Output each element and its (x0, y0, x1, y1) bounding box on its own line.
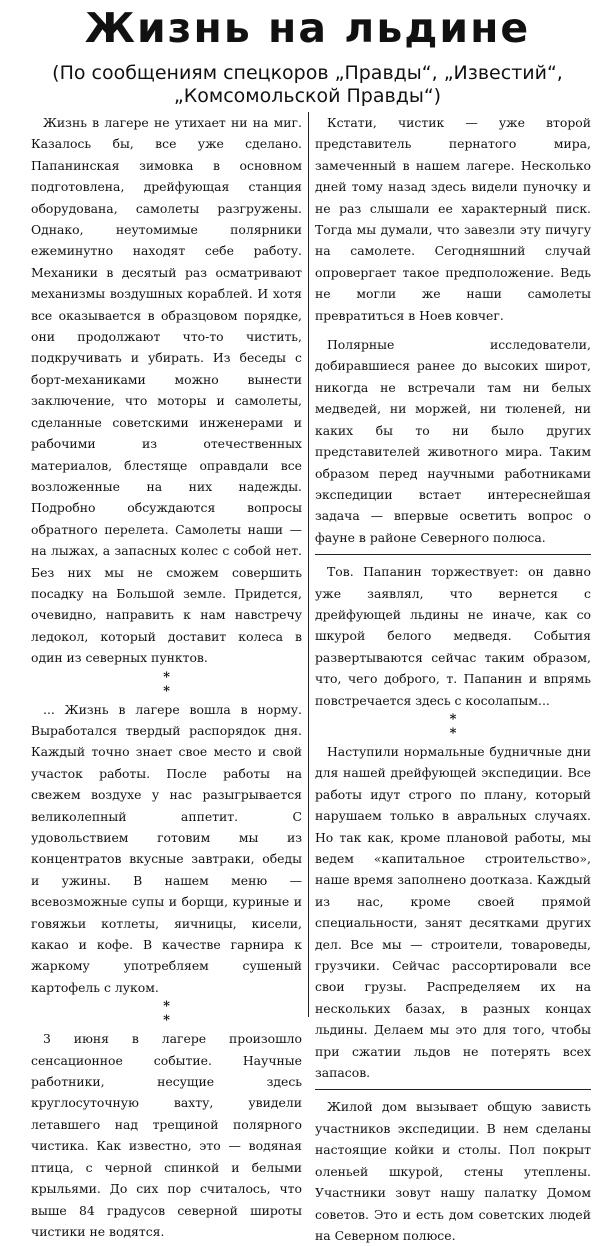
left-paragraph-2: ... Жизнь в лагере вошла в норму. Выработался твердый распорядок дня. Каждый точно знает свое место и свой участок работы. После работы на свежем воздухе у нас разыгрывается великолепный аппетит. С удовольствием готовим мы из концентратов вкусные завтраки, обеды и ужины. В нашем меню — всевозможные супы и борщи, куриные и говяжьи котлеты, яичницы, кисели, какао и кофе. В качестве гарнира к жаркому употребляем сушеный картофель с луком. (31, 701, 302, 995)
headline: Жизнь на льдине (84, 4, 531, 52)
left-paragraph-3: 3 июня в лагере произошло сенсационное событие. Научные работники, несущие здесь круглосуточную вахту, увидели летавшего над трещиной полярного чистика. Как известно, это — водяная птица, с черной спинкой и белыми крыльями. До сих пор считалось, что выше 84 градусов северной широты чистики не водятся. (31, 1031, 302, 1239)
subtitle (0, 62, 615, 108)
section-separator: * * (163, 669, 170, 699)
column-divider (308, 112, 309, 1017)
subtitle-line-2: „Комсомольской Правды“) (173, 85, 442, 107)
section-rule (315, 1089, 591, 1090)
subtitle-line-1: (По сообщениям спецкоров „Правды“, „Известий“, (52, 62, 563, 84)
right-paragraph-2: Полярные исследователи, добиравшиеся ранее до высоких широт, никогда не встречали там ни белых медведей, ни моржей, ни тюленей, ни каких бы то ни было других представителей животного мира. Таким образом перед научными работниками экспедиции встает интереснейшая задача — впервые осветить вопрос о фауне в районе Северного полюса. (315, 337, 591, 545)
section-separator: * * (163, 999, 170, 1029)
right-paragraph-3: Тов. Папанин торжествует: он давно уже заявлял, что вернется с дрейфующей льдины не иначе, как со шкурой белого медведя. События развертываются сейчас таким образом, что, чего доброго, т. Папанин и впрямь повстречается здесь с косолапым... (315, 564, 591, 708)
left-paragraph-1: Жизнь в лагере не утихает ни на миг. Казалось бы, все уже сделано. Папанинская зимовка в основном подготовлена, дрейфующая станция оборудована, самолеты разгружены. Однако, неутомимые полярники ежеминутно находят себе работу. Механики в десятый раз осматривают механизмы воздушных кораблей. И хотя все оказывается в образцовом порядке, они продолжают что-то чистить, подкручивать и убирать. Из беседы с борт-механиками можно вынести заключение, что моторы и самолеты, сделанные советскими инженерами и рабочими из отечественных материалов, блестяще оправдали все возложенные на них надежды. Подробно обсуждаются вопросы обратного перелета. Самолеты наши — на лыжах, а запасных колес с собой нет. Без них мы не сможем совершить посадку на Большой земле. Придется, очевидно, направить к нам навстречу ледокол, который доставит колеса в один из северных пунктов. (31, 115, 302, 666)
left-column (31, 112, 302, 1242)
right-paragraph-1: Кстати, чистик — уже второй представитель пернатого мира, замеченный в нашем лагере. Несколько дней тому назад здесь видели пуночку и не раз слышали ее характерный писк. Тогда мы думали, что завезли эту пичугу на самолете. Сегодняшний случай опровергает такое предположение. Ведь не могли же наши самолеты превратиться в Ноев ковчег. (315, 115, 591, 323)
right-paragraph-4: Наступили нормальные будничные дни для нашей дрейфующей экспедиции. Все работы идут строго по плану, который нарушаем только в авральных случаях. Но так как, кроме плановой работы, мы ведем «капитальное строительство», наше время заполнено доотказа. Каждый из нас, кроме своей прямой специальности, занят десятками других дел. Все мы — строители, товароведы, грузчики. Сейчас рассортировали все свои грузы. Распределяем их на нескольких базах, в разных концах льдины. Делаем мы это для того, чтобы при сжатии льдов не потерять всех запасов. (315, 743, 591, 1081)
section-rule (315, 554, 591, 555)
right-paragraph-5: Жилой дом вызывает общую зависть участников экспедиции. В нем сделаны настоящие койки и столы. Пол покрыт оленьей шкурой, стены утеплены. Участники зовут нашу палатку Домом советов. Это и есть дом советских людей на Северном полюсе. (315, 1099, 591, 1243)
section-separator: * * (449, 711, 457, 741)
right-column (315, 112, 591, 1246)
